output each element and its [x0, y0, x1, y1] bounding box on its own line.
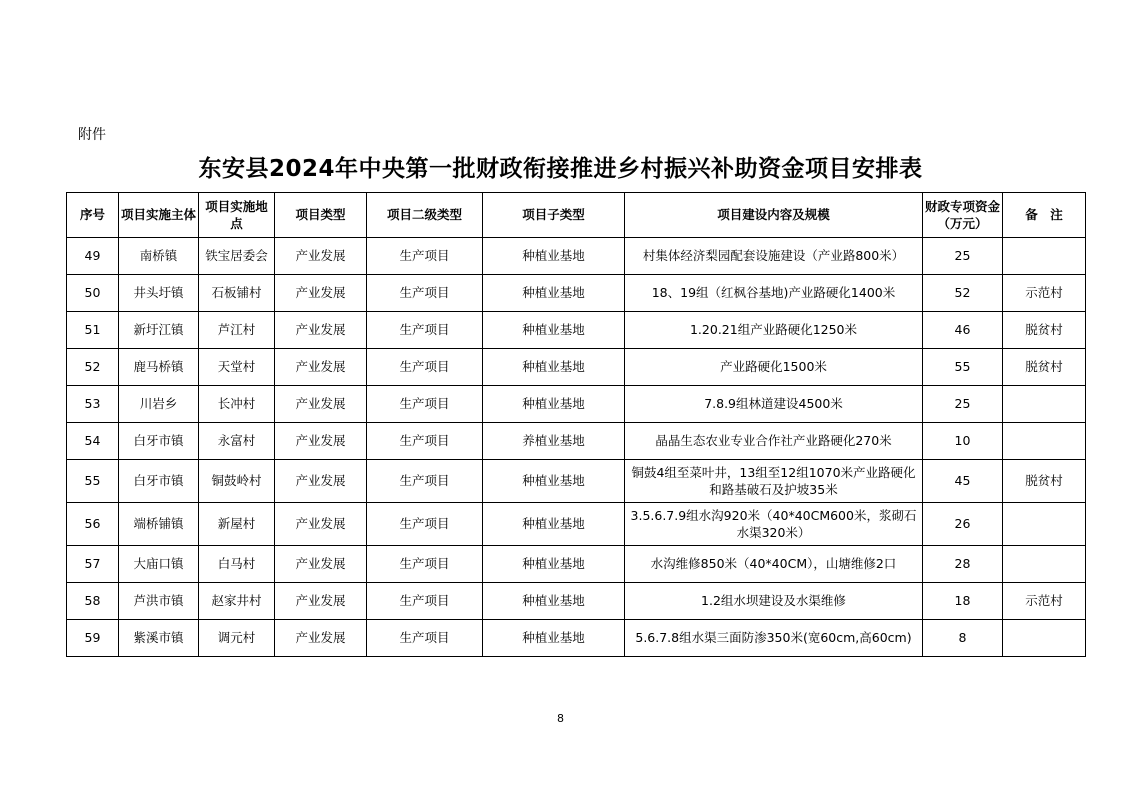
header-no: 序号 [67, 193, 119, 238]
cell-type2: 生产项目 [367, 386, 483, 423]
cell-no: 52 [67, 349, 119, 386]
cell-no: 50 [67, 275, 119, 312]
cell-note [1003, 546, 1086, 583]
cell-location: 长冲村 [199, 386, 275, 423]
cell-fund: 25 [923, 386, 1003, 423]
cell-entity: 白牙市镇 [119, 423, 199, 460]
cell-subtype: 养植业基地 [483, 423, 625, 460]
cell-note: 脱贫村 [1003, 460, 1086, 503]
cell-fund: 18 [923, 583, 1003, 620]
cell-type2: 生产项目 [367, 460, 483, 503]
table-row [67, 460, 1086, 503]
table-row [67, 620, 1086, 657]
header-subtype: 项目子类型 [483, 193, 625, 238]
cell-content: 晶晶生态农业专业合作社产业路硬化270米 [625, 423, 923, 460]
cell-entity: 芦洪市镇 [119, 583, 199, 620]
cell-no: 49 [67, 238, 119, 275]
header-note: 备 注 [1003, 193, 1086, 238]
cell-note: 示范村 [1003, 275, 1086, 312]
cell-content: 铜鼓4组至菜叶井，13组至12组1070米产业路硬化和路基破石及护坡35米 [625, 460, 923, 503]
cell-subtype: 种植业基地 [483, 275, 625, 312]
cell-fund: 10 [923, 423, 1003, 460]
cell-type2: 生产项目 [367, 312, 483, 349]
cell-location: 天堂村 [199, 349, 275, 386]
table-row [67, 546, 1086, 583]
cell-content: 水沟维修850米（40*40CM），山塘维修2口 [625, 546, 923, 583]
cell-content: 5.6.7.8组水渠三面防渗350米(宽60cm,高60cm) [625, 620, 923, 657]
cell-entity: 端桥铺镇 [119, 503, 199, 546]
cell-content: 3.5.6.7.9组水沟920米（40*40CM600米，浆砌石水渠320米） [625, 503, 923, 546]
cell-fund: 28 [923, 546, 1003, 583]
cell-type: 产业发展 [275, 503, 367, 546]
cell-note [1003, 423, 1086, 460]
cell-fund: 8 [923, 620, 1003, 657]
cell-content: 1.20.21组产业路硬化1250米 [625, 312, 923, 349]
cell-entity: 南桥镇 [119, 238, 199, 275]
cell-entity: 鹿马桥镇 [119, 349, 199, 386]
cell-location: 铜鼓岭村 [199, 460, 275, 503]
cell-note: 示范村 [1003, 583, 1086, 620]
cell-no: 53 [67, 386, 119, 423]
cell-subtype: 种植业基地 [483, 460, 625, 503]
cell-entity: 井头圩镇 [119, 275, 199, 312]
cell-type: 产业发展 [275, 312, 367, 349]
cell-entity: 川岩乡 [119, 386, 199, 423]
cell-type: 产业发展 [275, 423, 367, 460]
cell-type2: 生产项目 [367, 423, 483, 460]
cell-type2: 生产项目 [367, 546, 483, 583]
cell-no: 54 [67, 423, 119, 460]
cell-type2: 生产项目 [367, 620, 483, 657]
table-row [67, 275, 1086, 312]
header-entity: 项目实施主体 [119, 193, 199, 238]
cell-note [1003, 620, 1086, 657]
cell-type: 产业发展 [275, 238, 367, 275]
cell-subtype: 种植业基地 [483, 620, 625, 657]
cell-entity: 新圩江镇 [119, 312, 199, 349]
cell-subtype: 种植业基地 [483, 503, 625, 546]
cell-type: 产业发展 [275, 386, 367, 423]
cell-fund: 26 [923, 503, 1003, 546]
cell-content: 18、19组（红枫谷基地)产业路硬化1400米 [625, 275, 923, 312]
header-type: 项目类型 [275, 193, 367, 238]
cell-type: 产业发展 [275, 620, 367, 657]
cell-type2: 生产项目 [367, 583, 483, 620]
cell-fund: 45 [923, 460, 1003, 503]
cell-note: 脱贫村 [1003, 349, 1086, 386]
cell-entity: 大庙口镇 [119, 546, 199, 583]
table-row [67, 583, 1086, 620]
cell-subtype: 种植业基地 [483, 583, 625, 620]
cell-content: 1.2组水坝建设及水渠维修 [625, 583, 923, 620]
cell-subtype: 种植业基地 [483, 546, 625, 583]
attachment-label: 附件 [78, 127, 106, 143]
cell-entity: 紫溪市镇 [119, 620, 199, 657]
header-type2: 项目二级类型 [367, 193, 483, 238]
cell-location: 石板铺村 [199, 275, 275, 312]
cell-no: 51 [67, 312, 119, 349]
page-number: 8 [557, 712, 564, 725]
cell-location: 调元村 [199, 620, 275, 657]
cell-subtype: 种植业基地 [483, 238, 625, 275]
cell-note [1003, 238, 1086, 275]
table-row [67, 503, 1086, 546]
cell-note [1003, 503, 1086, 546]
table-header-row [67, 193, 1086, 238]
cell-note [1003, 386, 1086, 423]
cell-fund: 25 [923, 238, 1003, 275]
funding-table [66, 192, 1086, 657]
header-fund: 财政专项资金（万元） [923, 193, 1003, 238]
cell-type: 产业发展 [275, 546, 367, 583]
cell-location: 芦江村 [199, 312, 275, 349]
cell-fund: 55 [923, 349, 1003, 386]
table-row [67, 238, 1086, 275]
cell-type: 产业发展 [275, 460, 367, 503]
cell-fund: 52 [923, 275, 1003, 312]
cell-entity: 白牙市镇 [119, 460, 199, 503]
cell-no: 59 [67, 620, 119, 657]
cell-no: 56 [67, 503, 119, 546]
cell-no: 57 [67, 546, 119, 583]
cell-type: 产业发展 [275, 349, 367, 386]
header-location: 项目实施地点 [199, 193, 275, 238]
cell-subtype: 种植业基地 [483, 312, 625, 349]
table-row [67, 423, 1086, 460]
cell-location: 新屋村 [199, 503, 275, 546]
cell-type: 产业发展 [275, 583, 367, 620]
cell-type2: 生产项目 [367, 275, 483, 312]
cell-note: 脱贫村 [1003, 312, 1086, 349]
cell-no: 58 [67, 583, 119, 620]
cell-location: 铁宝居委会 [199, 238, 275, 275]
cell-location: 赵家井村 [199, 583, 275, 620]
document-title: 东安县2024年中央第一批财政衔接推进乡村振兴补助资金项目安排表 [198, 156, 923, 182]
cell-content: 7.8.9组林道建设4500米 [625, 386, 923, 423]
header-content: 项目建设内容及规模 [625, 193, 923, 238]
cell-content: 村集体经济梨园配套设施建设（产业路800米） [625, 238, 923, 275]
cell-subtype: 种植业基地 [483, 349, 625, 386]
cell-type2: 生产项目 [367, 349, 483, 386]
cell-type: 产业发展 [275, 275, 367, 312]
cell-content: 产业路硬化1500米 [625, 349, 923, 386]
cell-no: 55 [67, 460, 119, 503]
cell-subtype: 种植业基地 [483, 386, 625, 423]
cell-fund: 46 [923, 312, 1003, 349]
table-row [67, 349, 1086, 386]
cell-location: 永富村 [199, 423, 275, 460]
cell-type2: 生产项目 [367, 503, 483, 546]
table-row [67, 312, 1086, 349]
cell-type2: 生产项目 [367, 238, 483, 275]
cell-location: 白马村 [199, 546, 275, 583]
table-row [67, 386, 1086, 423]
